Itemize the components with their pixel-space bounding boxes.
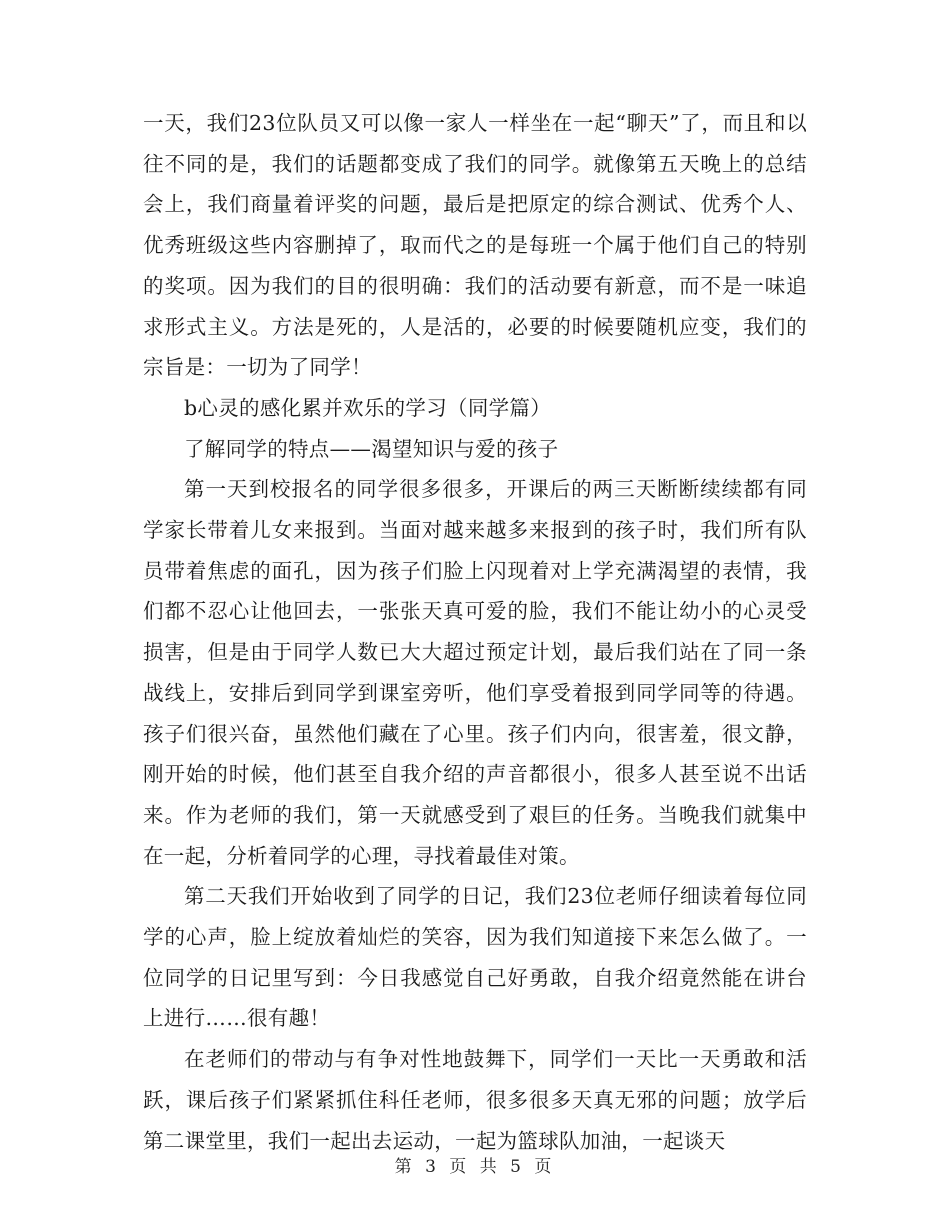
- paragraph-summary-meeting: 一天，我们23位队员又可以像一家人一样坐在一起“聊天”了，而且和以往不同的是，我们的话题都变成了我们的同学。就像第五天晚上的总结会上，我们商量着评奖的问题，最后是把原定的综合测试、优秀个人、优秀班级这些内容删掉了，取而代之的是每班一个属于他们自己的特别的奖项。因为我们的目的很明确：我们的活动要有新意，而不是一味追求形式主义。方法是死的，人是活的，必要的时候要随机应变，我们的宗旨是：一切为了同学！: [143, 111, 807, 380]
- page-number-footer: 第 3 页 共 5 页: [394, 1157, 556, 1177]
- paragraph-first-day: 第一天到校报名的同学很多很多，开课后的两三天断断续续都有同学家长带着儿女来报到。当面对越来越多来报到的孩子时，我们所有队员带着焦虑的面孔，因为孩子们脸上闪现着对上学充满渴望的表情，我们都不忍心让他回去，一张张天真可爱的脸，我们不能让幼小的心灵受损害，但是由于同学人数已大大超过预定计划，最后我们站在了同一条战线上，安排后到同学到课室旁听，他们享受着报到同学同等的待遇。孩子们很兴奋，虽然他们藏在了心里。孩子们内向，很害羞，很文静，刚开始的时候，他们甚至自我介绍的声音都很小，很多人甚至说不出话来。作为老师的我们，第一天就感受到了艰巨的任务。当晚我们就集中在一起，分析着同学的心理，寻找着最佳对策。: [143, 477, 807, 868]
- subsection-heading-student-traits: 了解同学的特点——渴望知识与爱的孩子: [184, 436, 559, 461]
- paragraph-encouragement: 在老师们的带动与有争对性地鼓舞下，同学们一天比一天勇敢和活跃，课后孩子们紧紧抓住科任老师，很多很多天真无邪的问题；放学后第二课堂里，我们一起出去运动，一起为篮球队加油，一起谈天: [143, 1047, 807, 1153]
- paragraph-second-day: 第二天我们开始收到了同学的日记，我们23位老师仔细读着每位同学的心声，脸上绽放着灿烂的笑容，因为我们知道接下来怎么做了。一位同学的日记里写到：今日我感觉自己好勇敢，自我介绍竟然能在讲台上进行……很有趣！: [143, 884, 807, 1031]
- document-body: [143, 103, 807, 1161]
- section-heading-students: b心灵的感化累并欢乐的学习（同学篇）: [184, 395, 552, 420]
